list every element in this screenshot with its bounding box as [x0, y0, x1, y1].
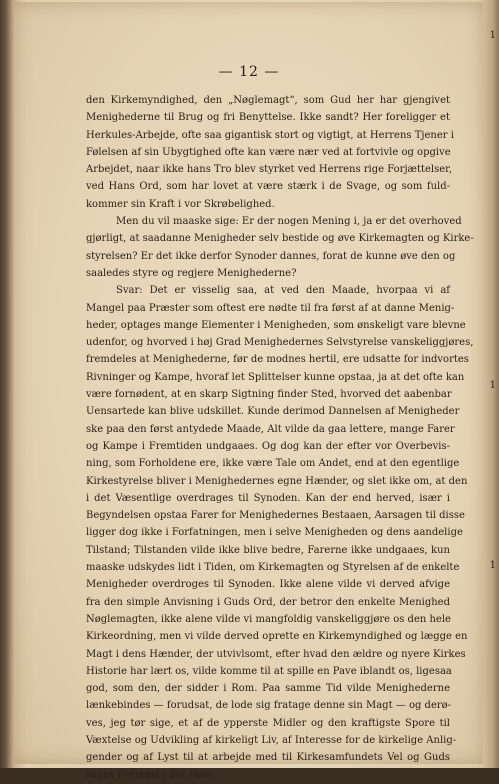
page-number-header: — 12 — — [218, 64, 280, 80]
text-line: Mangel paa Præster som oftest ere nødte til fra først af at danne Menig- — [86, 302, 455, 314]
text-line: Væxtelse og Udvikling af kirkeligt Liv, af Interesse for de kirkelige Anlig- — [86, 734, 457, 746]
text-line: Nøglemagten, ikke alene vilde vi mangfoldig vanskeliggjøre os den hele — [86, 613, 451, 625]
edge-mark: 1 — [489, 30, 496, 41]
text-line: fra den simple Anvisning i Guds Ord, der betror den enkelte Menighed — [86, 596, 450, 608]
text-line: styrelsen? Er det ikke derfor Synoder dannes, forat de kunne øve den og — [86, 250, 456, 262]
text-line: Rivninger og Kampe, hvoraf let Splittelser kunne opstaa, ja at det ofte kan — [86, 371, 465, 383]
text-line: ning, som Forholdene ere, ikke være Tale om Andet, end at den egentlige — [86, 458, 460, 470]
text-line: kommer sin Kraft i vor Skrøbelighed. — [86, 198, 275, 210]
text-line: ligger dog ikke i Forfatningen, men i selve Menigheden og dens aandelige — [86, 527, 463, 539]
book-page — [14, 2, 484, 781]
next-page-edge — [483, 0, 499, 768]
text-line: maaske udskydes lidt i Tiden, om Kirkemagten og Styrelsen af de enkelte — [86, 562, 460, 574]
text-line: lænkebindes — forudsat, de lode sig fratage denne sin Magt — og derø- — [86, 700, 452, 712]
text-line: Herkules-Arbejde, ofte saa gigantisk stort og vigtigt, at Herrens Tjener i — [86, 129, 454, 141]
text-line: Magt i dens Hænder, der utvivlsomt, efter hvad den ældre og nyere Kirkes — [86, 648, 466, 660]
text-line: Historie har lært os, vilde komme til at spille en Pave iblandt os, ligesaa — [86, 665, 452, 677]
text-line: og Kampe i Fremtiden undgaaes. Og dog kan der efter vor Overbevis- — [86, 440, 450, 452]
text-line: gender og af Lyst til at arbejde med til Kirkesamfundets Vel og Guds — [86, 752, 450, 764]
text-line: fremdeles at Menighederne, før de modnes hertil, ere udsatte for indvortes — [86, 354, 469, 366]
text-line: i det Væsentlige overdrages til Synoden. Kan der end herved, især i — [86, 492, 450, 504]
text-line: ske paa den først antydede Maade, Alt vilde da gaa lettere, mange Farer — [86, 423, 455, 435]
edge-mark: 1 — [489, 380, 496, 391]
text-line: Riges Fremme i det Hele. — [86, 769, 216, 781]
text-line: den Kirkemyndighed, den „Nøglemagt“, som Gud her har gjengivet — [86, 95, 450, 106]
body-text — [86, 92, 474, 784]
text-line: heder, optages mange Elementer i Menigheden, som ønskeligt vare blevne — [86, 319, 466, 331]
text-line: Følelsen af sin Ubygtighed ofte kan være nær ved at fortvivle og opgive — [86, 146, 451, 158]
text-line: Tilstand; Tilstanden vilde ikke blive bedre, Farerne ikke undgaaes, kun — [86, 544, 450, 556]
text-line: ves, jeg tør sige, et af de ypperste Midler og den kraftigste Spore til — [86, 717, 450, 729]
edge-mark: 1 — [489, 560, 496, 571]
text-line: udenfor, og hvorved i høj Grad Menighedernes Selvstyrelse vanskeliggjøres, — [86, 337, 474, 349]
text-line: Svar: Det er visselig saa, at ved den Maade, hvorpaa vi af — [116, 285, 450, 297]
text-line: Menighederne til Brug og fri Benyttelse. Ikke sandt? Her foreligger et — [86, 112, 450, 124]
text-line: Men du vil maaske sige: Er der nogen Mening i, ja er det overhoved — [116, 216, 462, 228]
text-line: Menigheder overdroges til Synoden. Ikke alene vilde vi derved afvige — [86, 579, 450, 591]
text-line: Kirkeordning, men vi vilde derved oprette en Kirkemyndighed og lægge en — [86, 631, 468, 643]
text-line: Uensartede kan blive udskillet. Kunde derimod Dannelsen af Menigheder — [86, 406, 460, 418]
text-line: ved Hans Ord, som har lovet at være stærk i de Svage, og som fuld- — [86, 181, 450, 193]
text-line: god, som den, der sidder i Rom. Paa samme Tid vilde Menighederne — [86, 683, 450, 695]
text-line: Kirkestyrelse bliver i Menighedernes egne Hænder, og slet ikke om, at den — [86, 475, 468, 487]
text-line: Arbejdet, naar ikke hans Tro blev styrket ved Herrens rige Forjættelser, — [86, 164, 453, 176]
text-line: saaledes styre og regjere Menighederne? — [86, 267, 297, 279]
text-line: Begyndelsen opstaa Farer for Menighedernes Bestaaen, Aarsagen til disse — [86, 510, 465, 522]
text-line: gjørligt, at saadanne Menigheder selv bestide og øve Kirkemagten og Kirke- — [86, 233, 474, 245]
text-line: være fornødent, at en skarp Sigtning finder Sted, hvorved det aabenbar — [86, 389, 452, 401]
